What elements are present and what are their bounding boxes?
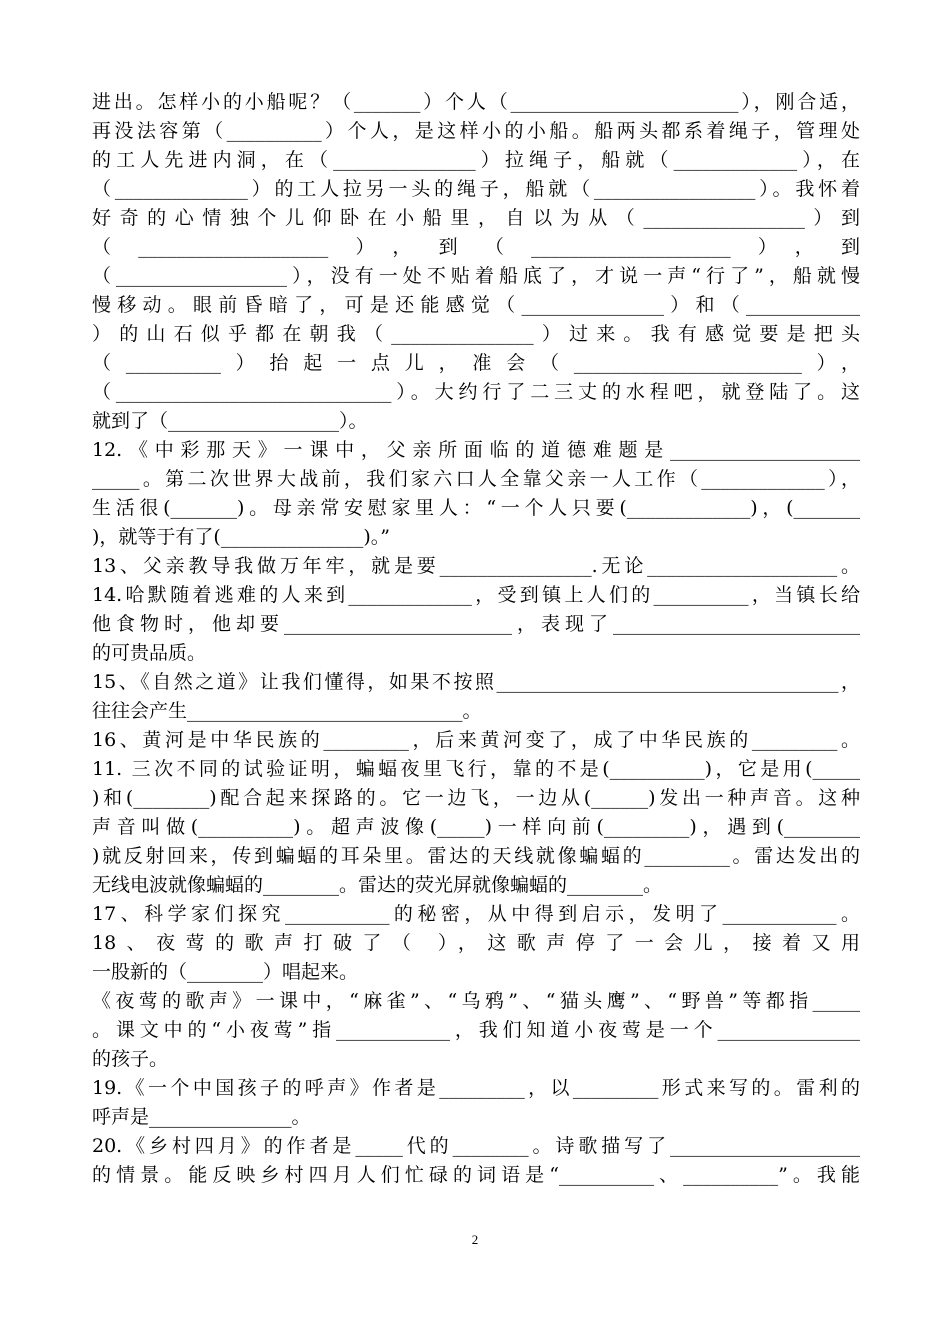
- text-line: 的可贵品质。: [92, 642, 207, 664]
- text-line: （__________）抬起一点儿，准会（________________________），: [92, 352, 860, 374]
- text-line: 就到了（__________________）。: [92, 410, 368, 432]
- question-12: 12.《中彩那天》一课中，父亲所面临的道德难题是____________________: [92, 439, 860, 461]
- text-line: )就反射回来，传到蝙蝠的耳朵里。雷达的天线就像蝙蝠的_________。雷达发出的: [92, 845, 860, 867]
- question-13: 13、父亲教导我做万年牢，就是要________________.无论____________________。: [92, 555, 860, 577]
- text-line: _____。第二次世界大战前，我们家六口人全靠父亲一人工作（_____________），: [92, 468, 860, 490]
- text-line: 呼声是_______________。: [92, 1106, 311, 1128]
- page-body: [92, 88, 860, 1190]
- text-line: 慢移动。眼前昏暗了，可是还能感觉（_______________）和（____________: [92, 294, 860, 316]
- text-line: 进出。怎样小的小船呢？（_______）个人（________________________），刚合适，: [92, 91, 860, 113]
- question-17: 17、科学家们探究___________的秘密，从中得到启示，发明了____________。: [92, 903, 860, 925]
- text-line: ）的山石似乎都在朝我（_______________）过来。我有感觉要是把头: [92, 323, 860, 345]
- page-number: 2: [471, 1232, 479, 1247]
- text-line: 。课文中的“小夜莺”指____________，我们知道小夜莺是一个_______________: [92, 1019, 860, 1041]
- text-line: 《夜莺的歌声》一课中，“麻雀”、“乌鸦”、“猫头鹰”、“野兽”等都指_____: [92, 990, 860, 1012]
- text-line: 的孩子。: [92, 1048, 169, 1070]
- question-18: 18、夜莺的歌声打破了（ ），这歌声停了一会儿，接着又用: [92, 932, 860, 954]
- text-line: （____________________），到（_____________________），到: [92, 236, 860, 258]
- text-line: )，就等于有了(_______________)。”: [92, 526, 390, 548]
- text-line: 的情景。能反映乡村四月人们忙碌的词语是“__________、__________”。我能: [92, 1164, 860, 1186]
- text-line: （_____________________________）。大约行了二三丈的水程吧，就登陆了。这: [92, 381, 860, 403]
- text-line: )和(________)配合起来探路的。它一边飞，一边从(______)发出一种声音。这种: [92, 787, 860, 809]
- question-11: 11. 三次不同的试验证明，蝙蝠夜里飞行，靠的不是(__________)，它是用(_____: [92, 758, 860, 780]
- text-line: （__________________），没有一处不贴着船底了，才说一声“行了”，船就慢: [92, 265, 860, 287]
- question-15: 15、《自然之道》让我们懂得，如果不按照____________________________________，: [92, 671, 860, 693]
- text-line: 往往会产生_____________________________。: [92, 700, 482, 722]
- question-16: 16、黄河是中华民族的_________，后来黄河变了，成了中华民族的_________。: [92, 729, 860, 751]
- text-line: 的工人先进内洞，在（_______________）拉绳子，船就（_____________），在: [92, 149, 860, 171]
- text-line: 声音叫做(__________)。超声波像(_____)一样向前(_________)，遇到(________: [92, 816, 860, 838]
- question-19: 19.《一个中国孩子的呼声》作者是_________，以_________形式来写的。雷利的: [92, 1077, 860, 1099]
- question-20: 20.《乡村四月》的作者是_____代的________。诗歌描写了____________________: [92, 1135, 860, 1157]
- question-14: 14.哈默随着逃难的人来到_____________，受到镇上人们的__________，当镇长给: [92, 584, 860, 606]
- text-line: 他食物时，他却要________________________，表现了__________________________: [92, 613, 860, 635]
- text-line: （______________）的工人拉另一头的绳子，船就（_________________）。我怀着: [92, 178, 860, 200]
- text-line: 无线电波就像蝙蝠的________。雷达的荧光屏就像蝙蝠的________。: [92, 874, 663, 896]
- text-line: 一股新的（________）唱起来。: [92, 961, 359, 983]
- text-line: 再没法容第（__________）个人，是这样小的小船。船两头都系着绳子，管理处: [92, 120, 860, 142]
- text-line: 好奇的心情独个儿仰卧在小船里，自以为从（_________________）到: [92, 207, 860, 229]
- text-line: 生活很(_______)。母亲常安慰家里人：“一个人只要(_____________)，(_______: [92, 497, 860, 519]
